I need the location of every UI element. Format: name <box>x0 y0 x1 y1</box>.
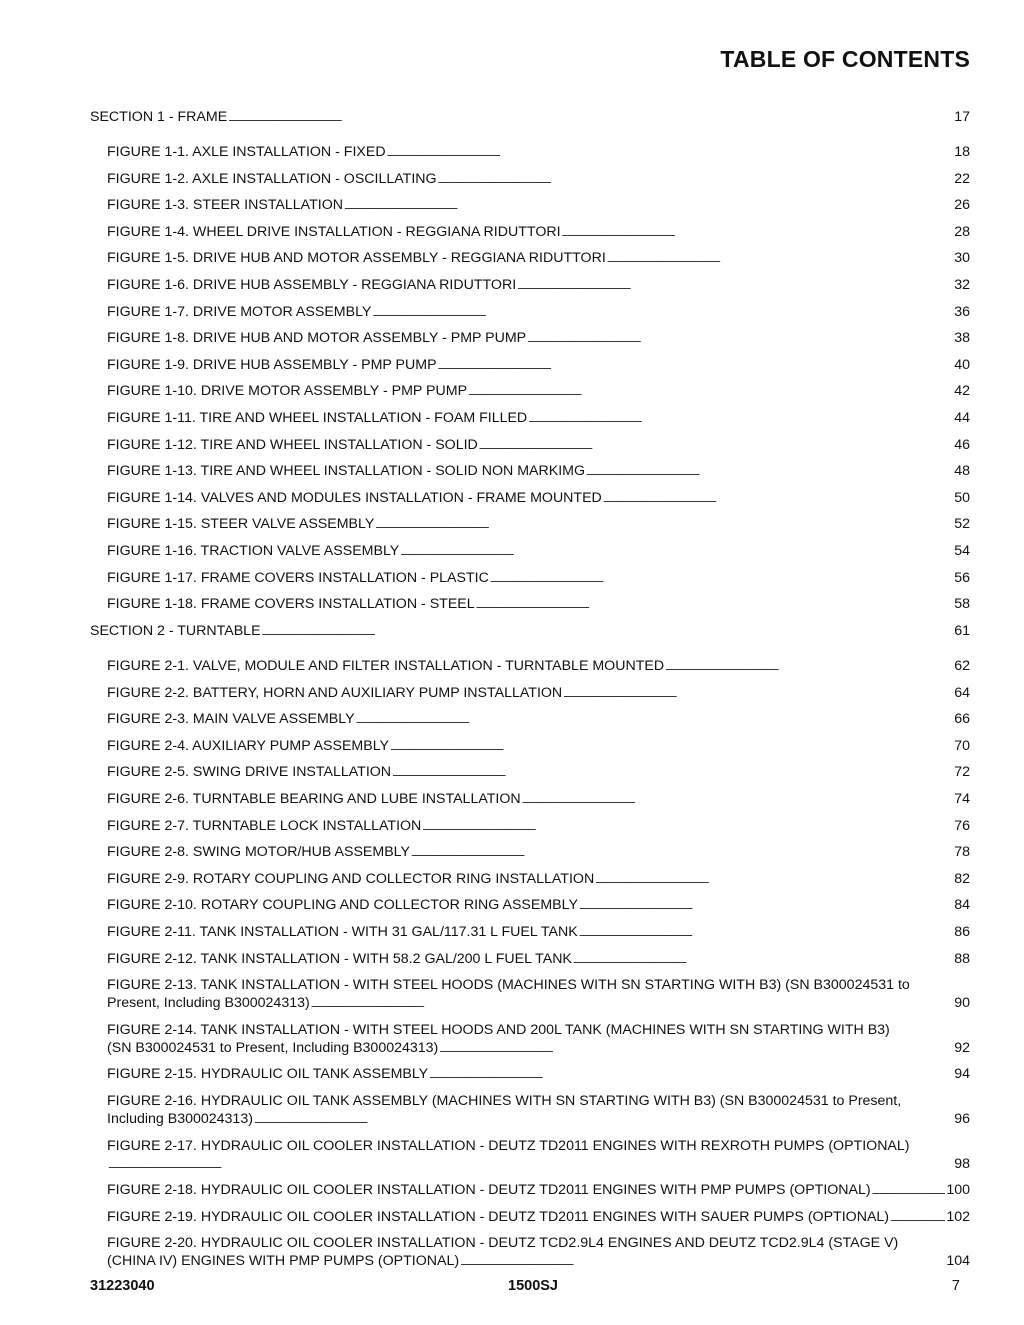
dot-leader <box>528 409 953 428</box>
footer-doc-number: 31223040 <box>90 1278 155 1294</box>
toc-entry[interactable] <box>90 462 970 481</box>
toc-entry[interactable] <box>90 710 970 729</box>
toc-entry[interactable] <box>90 569 970 588</box>
dot-leader <box>390 737 953 756</box>
toc-entry-continuation <box>107 1252 970 1271</box>
toc-entry-label: FIGURE 2-2. BATTERY, HORN AND AUXILIARY PUMP INSTALLATION <box>107 684 563 701</box>
dot-leader <box>586 462 953 481</box>
dot-leader <box>579 923 954 942</box>
toc-entry[interactable] <box>90 790 970 809</box>
dot-leader <box>527 329 953 348</box>
toc-entry-page: 98 <box>954 1155 970 1172</box>
toc-entry[interactable] <box>90 1208 970 1227</box>
toc-entry-label: FIGURE 1-10. DRIVE MOTOR ASSEMBLY - PMP PUMP <box>107 383 468 400</box>
toc-entry[interactable] <box>90 1181 970 1200</box>
toc-entry-label: FIGURE 1-1. AXLE INSTALLATION - FIXED <box>107 144 386 160</box>
dot-leader <box>872 1181 946 1200</box>
toc-entry-page: 48 <box>954 463 970 480</box>
dot-leader <box>490 569 953 588</box>
toc-entry-continuation <box>107 1155 970 1174</box>
toc-entry-label: FIGURE 1-18. FRAME COVERS INSTALLATION - STEEL <box>107 596 475 613</box>
toc-entry-page: 74 <box>954 791 970 808</box>
toc-entry[interactable] <box>90 817 970 836</box>
dot-leader <box>262 622 954 641</box>
toc-entry-page: 26 <box>954 197 970 214</box>
toc-entry-label-continued: (CHINA IV) ENGINES WITH PMP PUMPS (OPTIONAL) <box>107 1253 460 1270</box>
toc-entry-label-continued: Including B300024313) <box>107 1111 253 1127</box>
toc-entry-page: 94 <box>954 1066 970 1083</box>
toc-entry[interactable] <box>90 143 970 162</box>
toc-entry-label: FIGURE 2-4. AUXILIARY PUMP ASSEMBLY <box>107 737 390 754</box>
footer-model: 1500SJ <box>508 1278 558 1294</box>
toc-entry-continuation <box>107 994 970 1013</box>
toc-entry-label: FIGURE 1-13. TIRE AND WHEEL INSTALLATION - SOLID NON MARKIMG <box>107 463 585 480</box>
toc-entry-page: 96 <box>954 1111 970 1127</box>
toc-entry-label: FIGURE 2-13. TANK INSTALLATION - WITH STEEL HOODS (MACHINES WITH SN STARTING WITH B3) (SN B300024531 to <box>107 977 910 994</box>
dot-leader <box>228 108 953 127</box>
toc-entry[interactable] <box>90 976 970 1013</box>
dot-leader <box>311 994 954 1013</box>
toc-entry[interactable] <box>90 276 970 295</box>
toc-entry-page: 66 <box>954 711 970 728</box>
toc-entry-label: FIGURE 2-12. TANK INSTALLATION - WITH 58.2 GAL/200 L FUEL TANK <box>107 950 572 967</box>
dot-leader <box>400 542 953 561</box>
toc-entry[interactable] <box>90 923 970 942</box>
toc-entry-label: FIGURE 2-6. TURNTABLE BEARING AND LUBE INSTALLATION <box>107 791 521 808</box>
toc-entry[interactable] <box>90 595 970 614</box>
toc-entry-label: FIGURE 2-14. TANK INSTALLATION - WITH STEEL HOODS AND 200L TANK (MACHINES WITH SN STARTING WITH B3) <box>107 1021 890 1038</box>
toc-entry[interactable] <box>90 409 970 428</box>
toc-entry-page: 44 <box>954 409 970 426</box>
toc-entry-page: 18 <box>954 144 970 160</box>
dot-leader <box>429 1065 953 1084</box>
toc-entry-page: 88 <box>954 950 970 967</box>
toc-entry-label: FIGURE 1-16. TRACTION VALVE ASSEMBLY <box>107 542 400 559</box>
toc-entry[interactable] <box>90 763 970 782</box>
dot-leader <box>392 763 953 782</box>
toc-entry-label: FIGURE 1-4. WHEEL DRIVE INSTALLATION - REGGIANA RIDUTTORI <box>107 223 561 240</box>
dot-leader <box>254 1110 953 1129</box>
dot-leader <box>468 382 953 401</box>
toc-entry[interactable] <box>90 870 970 889</box>
toc-entry-label: FIGURE 1-14. VALVES AND MODULES INSTALLATION - FRAME MOUNTED <box>107 489 602 506</box>
toc-entry-label: FIGURE 2-3. MAIN VALVE ASSEMBLY <box>107 711 355 728</box>
toc-entry-page: 61 <box>954 623 970 640</box>
dot-leader <box>603 489 953 508</box>
toc-entry-page: 64 <box>954 684 970 701</box>
dot-leader <box>356 710 954 729</box>
toc-entry-label: FIGURE 1-9. DRIVE HUB ASSEMBLY - PMP PUMP <box>107 356 437 373</box>
toc-entry-page: 70 <box>954 737 970 754</box>
dot-leader <box>595 870 953 889</box>
toc-entry-page: 46 <box>954 436 970 453</box>
toc-entry-label: FIGURE 2-16. HYDRAULIC OIL TANK ASSEMBLY (MACHINES WITH SN STARTING WITH B3) (SN B300024531 to Present, <box>107 1093 902 1109</box>
toc-entry[interactable] <box>90 1065 970 1084</box>
toc-entry-label-continued: (SN B300024531 to Present, Including B300024313) <box>107 1039 439 1056</box>
toc-entry-page: 32 <box>954 276 970 293</box>
toc-entry-page: 104 <box>946 1253 970 1270</box>
toc-entry[interactable] <box>90 436 970 455</box>
toc-entry-page: 86 <box>954 924 970 941</box>
toc-entry[interactable] <box>90 1092 970 1129</box>
dot-leader <box>438 170 954 189</box>
dot-leader <box>479 436 953 455</box>
toc-entry-page: 76 <box>954 817 970 834</box>
toc-entry-page: 82 <box>954 870 970 887</box>
dot-leader <box>439 1039 953 1058</box>
toc-entry-page: 78 <box>954 844 970 861</box>
toc-entry-page: 100 <box>946 1182 970 1199</box>
toc-entry-page: 84 <box>954 897 970 914</box>
toc-entry[interactable] <box>90 249 970 268</box>
toc-entry-page: 22 <box>954 170 970 187</box>
toc-entry-label: FIGURE 2-7. TURNTABLE LOCK INSTALLATION <box>107 817 422 834</box>
toc-entry[interactable] <box>90 896 970 915</box>
toc-entry-label: FIGURE 1-2. AXLE INSTALLATION - OSCILLATING <box>107 170 437 187</box>
toc-entry-page: 54 <box>954 542 970 559</box>
dot-leader <box>522 790 954 809</box>
toc-entry[interactable] <box>90 356 970 375</box>
toc-entry-page: 30 <box>954 250 970 267</box>
toc-entry[interactable] <box>90 170 970 189</box>
toc-entry-label: SECTION 2 - TURNTABLE <box>90 623 261 640</box>
toc-entry[interactable] <box>90 684 970 703</box>
toc-entry[interactable] <box>90 737 970 756</box>
toc-entry-page: 56 <box>954 569 970 586</box>
footer-page-number: 7 <box>951 1278 960 1294</box>
toc-entry-label: FIGURE 2-9. ROTARY COUPLING AND COLLECTOR RING INSTALLATION <box>107 870 595 887</box>
toc-entry-page: 62 <box>954 658 970 675</box>
toc-entry-page: 17 <box>954 109 970 125</box>
dot-leader <box>517 276 953 295</box>
toc-entry-label: SECTION 1 - FRAME <box>90 109 228 125</box>
toc-entry[interactable] <box>90 382 970 401</box>
toc-entry-label: FIGURE 2-17. HYDRAULIC OIL COOLER INSTALLATION - DEUTZ TD2011 ENGINES WITH REXROTH PUMPS (OPTIONAL) <box>107 1137 910 1154</box>
dot-leader <box>438 356 954 375</box>
toc-entry-page: 36 <box>954 303 970 320</box>
toc-entry[interactable] <box>90 329 970 348</box>
toc-entry-label: FIGURE 2-18. HYDRAULIC OIL COOLER INSTALLATION - DEUTZ TD2011 ENGINES WITH PMP PUMPS (OPTIONAL) <box>107 1182 871 1199</box>
toc-entry[interactable] <box>90 843 970 862</box>
toc-entry-label: FIGURE 1-11. TIRE AND WHEEL INSTALLATION - FOAM FILLED <box>107 409 528 426</box>
toc-entry[interactable] <box>90 542 970 561</box>
toc-entry-label: FIGURE 2-20. HYDRAULIC OIL COOLER INSTALLATION - DEUTZ TCD2.9L4 ENGINES AND DEUTZ TCD2.9L4 (STAGE V) <box>107 1235 899 1252</box>
toc-entry-label: FIGURE 1-17. FRAME COVERS INSTALLATION - PLASTIC <box>107 569 489 586</box>
toc-entry[interactable] <box>90 196 970 215</box>
toc-entry-label: FIGURE 1-12. TIRE AND WHEEL INSTALLATION - SOLID <box>107 436 478 453</box>
table-of-contents <box>90 108 970 1279</box>
toc-entry-page: 72 <box>954 764 970 781</box>
toc-entry-continuation <box>107 1110 970 1129</box>
toc-entry-label: FIGURE 1-6. DRIVE HUB ASSEMBLY - REGGIANA RIDUTTORI <box>107 276 517 293</box>
dot-leader <box>375 515 953 534</box>
toc-entry-page: 50 <box>954 489 970 506</box>
dot-leader <box>108 1155 953 1174</box>
toc-entry-page: 42 <box>954 383 970 400</box>
dot-leader <box>890 1208 945 1227</box>
toc-entry-page: 58 <box>954 596 970 613</box>
toc-entry-page: 28 <box>954 223 970 240</box>
toc-entry-page: 92 <box>954 1039 970 1056</box>
dot-leader <box>665 657 953 676</box>
toc-entry-label: FIGURE 2-15. HYDRAULIC OIL TANK ASSEMBLY <box>107 1066 429 1083</box>
dot-leader <box>460 1252 945 1271</box>
dot-leader <box>411 843 953 862</box>
toc-entry[interactable] <box>90 1234 970 1271</box>
toc-entry-label: FIGURE 2-19. HYDRAULIC OIL COOLER INSTALLATION - DEUTZ TD2011 ENGINES WITH SAUER PUMPS (OPTIONAL) <box>107 1208 890 1225</box>
dot-leader <box>387 143 954 162</box>
toc-entry-label: FIGURE 2-10. ROTARY COUPLING AND COLLECTOR RING ASSEMBLY <box>107 897 578 914</box>
toc-entry-continuation <box>107 1039 970 1058</box>
page-title: TABLE OF CONTENTS <box>720 46 970 72</box>
toc-entry[interactable] <box>90 223 970 242</box>
toc-entry-page: 102 <box>946 1208 970 1225</box>
toc-entry[interactable] <box>90 303 970 322</box>
toc-entry-page: 38 <box>954 330 970 347</box>
toc-entry-page: 52 <box>954 516 970 533</box>
dot-leader <box>562 223 954 242</box>
toc-entry-label-continued: Present, Including B300024313) <box>107 995 310 1012</box>
dot-leader <box>372 303 953 322</box>
toc-entry-label: FIGURE 1-5. DRIVE HUB AND MOTOR ASSEMBLY - REGGIANA RIDUTTORI <box>107 250 606 267</box>
toc-entry-label: FIGURE 2-8. SWING MOTOR/HUB ASSEMBLY <box>107 844 410 861</box>
toc-section-entry[interactable] <box>90 622 970 641</box>
toc-entry-label: FIGURE 2-1. VALVE, MODULE AND FILTER INSTALLATION - TURNTABLE MOUNTED <box>107 658 665 675</box>
toc-entry-label: FIGURE 2-5. SWING DRIVE INSTALLATION <box>107 764 392 781</box>
toc-entry[interactable] <box>90 657 970 676</box>
dot-leader <box>563 684 953 703</box>
dot-leader <box>476 595 954 614</box>
toc-entry-label: FIGURE 2-11. TANK INSTALLATION - WITH 31 GAL/117.31 L FUEL TANK <box>107 924 578 941</box>
toc-entry[interactable] <box>90 489 970 508</box>
toc-entry[interactable] <box>90 950 970 969</box>
dot-leader <box>607 249 953 268</box>
toc-entry-label: FIGURE 1-7. DRIVE MOTOR ASSEMBLY <box>107 303 372 320</box>
toc-entry-label: FIGURE 1-3. STEER INSTALLATION <box>107 197 343 214</box>
toc-entry-label: FIGURE 1-8. DRIVE HUB AND MOTOR ASSEMBLY - PMP PUMP <box>107 330 527 347</box>
toc-entry-label: FIGURE 1-15. STEER VALVE ASSEMBLY <box>107 516 375 533</box>
toc-entry-page: 90 <box>954 995 970 1012</box>
toc-entry[interactable] <box>90 1021 970 1058</box>
toc-entry[interactable] <box>90 1137 970 1174</box>
dot-leader <box>573 950 953 969</box>
toc-entry[interactable] <box>90 515 970 534</box>
toc-section-entry[interactable] <box>90 108 970 127</box>
toc-entry-page: 40 <box>954 356 970 373</box>
dot-leader <box>344 196 953 215</box>
dot-leader <box>579 896 953 915</box>
dot-leader <box>422 817 953 836</box>
